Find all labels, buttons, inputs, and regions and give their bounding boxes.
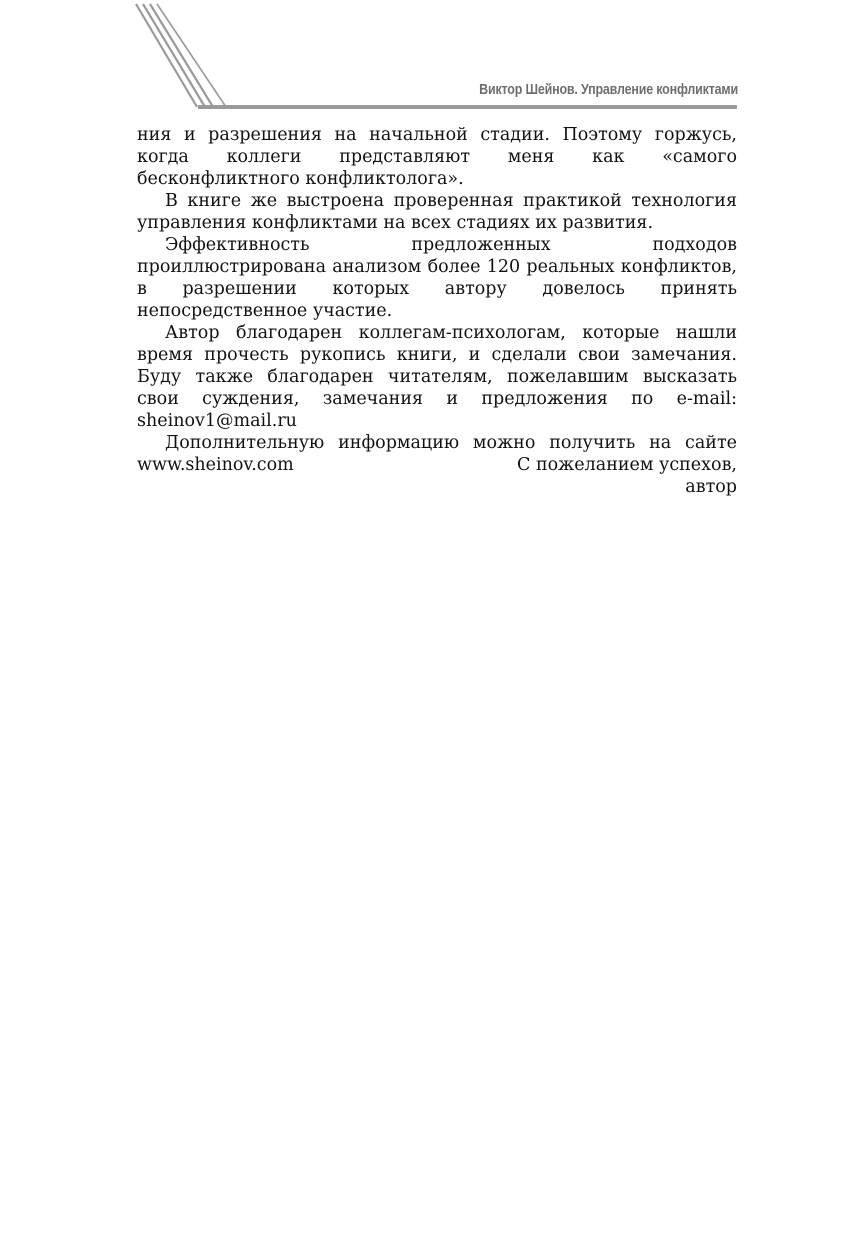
paragraph: Автор благодарен коллегам-психологам, которые нашли время прочесть рукопись книги, и сделали свои замечания. Буду также благодарен читателям, пожелавшим высказать свои суждения, замечания и предложения по e-mail: sheinov1@mail.ru <box>137 323 737 431</box>
paragraph: Дополнительную информацию можно получить на сайте www.sheinov.com <box>137 433 737 475</box>
running-header-title: Виктор Шейнов. Управление конфликтами <box>479 82 738 98</box>
signature-author: автор <box>685 477 737 497</box>
header-corner-decoration <box>0 0 845 120</box>
paragraph: В книге же выстроена проверенная практикой технология управления конфликтами на всех стадиях их развития. <box>137 191 737 233</box>
page-body-text <box>137 124 737 476</box>
paragraph: Эффективность предложенных подходов проиллюстрирована анализом более 120 реальных конфликтов, в разрешении которых автору довелось принять непосредственное участие. <box>137 235 737 321</box>
paragraph: ния и разрешения на начальной стадии. Поэтому горжусь, когда коллеги представляют меня как «самого бесконфликтного конфликтолога». <box>137 125 737 189</box>
signature-line: С пожеланием успехов, <box>517 455 737 475</box>
signature-block <box>517 454 737 498</box>
